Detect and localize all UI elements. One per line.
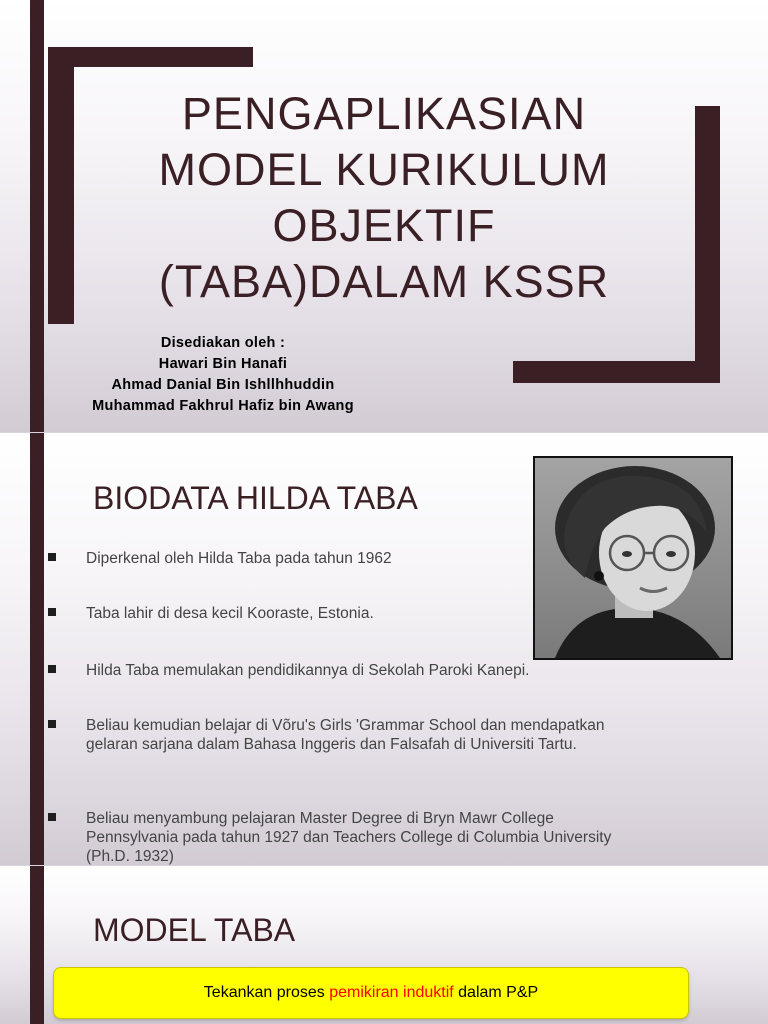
slide-title — [120, 86, 648, 310]
slide-side-bar — [30, 433, 44, 865]
callout-text-before: Tekankan proses — [203, 984, 330, 1001]
bracket-bottom-right-vertical — [695, 106, 720, 383]
biodata-slide: BIODATA HILDA TABA Diperkenal oleh Hilda Taba pada tahun 1962 Taba lahir di desa kecil Kooraste, Estonia. Hilda Taba memulakan pendidikannya di Sekolah Paroki Kanepi. Beliau kemudian belajar di Võru's Girls 'Grammar School dan mendapatkan gelaran sarjana dalam Bahasa Inggeris dan Falsafah di Universiti Tartu. Beliau menyambung pelajaran Master Degree di Bryn Mawr College Pennsylvania pada tahun 1927 dan Teachers College di Columbia University (Ph.D. 1932) — [0, 433, 768, 865]
square-bullet-icon — [48, 720, 56, 728]
slide-heading: BIODATA HILDA TABA — [93, 480, 418, 516]
bracket-top-left-horizontal — [48, 47, 253, 67]
author-name: Ahmad Danial Bin Ishllhhuddin — [111, 377, 335, 393]
square-bullet-icon — [48, 553, 56, 561]
author-name: Muhammad Fakhrul Hafiz bin Awang — [92, 398, 354, 414]
square-bullet-icon — [48, 665, 56, 673]
square-bullet-icon — [48, 813, 56, 821]
model-taba-slide — [0, 866, 768, 1024]
prepared-by-label: Disediakan oleh : — [160, 335, 286, 351]
square-bullet-icon — [48, 608, 56, 616]
title-line: PENGAPLIKASIAN — [181, 88, 587, 139]
slide-heading: MODEL TABA — [93, 912, 296, 948]
callout-highlight: pemikiran induktif — [329, 984, 454, 1001]
title-line: OBJEKTIF — [272, 200, 496, 251]
slide-side-bar — [30, 866, 44, 1024]
title-slide — [0, 0, 768, 432]
callout-box — [54, 968, 688, 1018]
title-line: MODEL KURIKULUM — [158, 144, 610, 195]
bracket-top-left-vertical — [48, 47, 74, 324]
bracket-bottom-right-horizontal — [513, 361, 720, 383]
author-name: Hawari Bin Hanafi — [158, 356, 288, 372]
authors-block — [40, 333, 406, 417]
title-line: (TABA)DALAM KSSR — [158, 256, 610, 307]
callout-text-after: dalam P&P — [453, 984, 539, 1001]
